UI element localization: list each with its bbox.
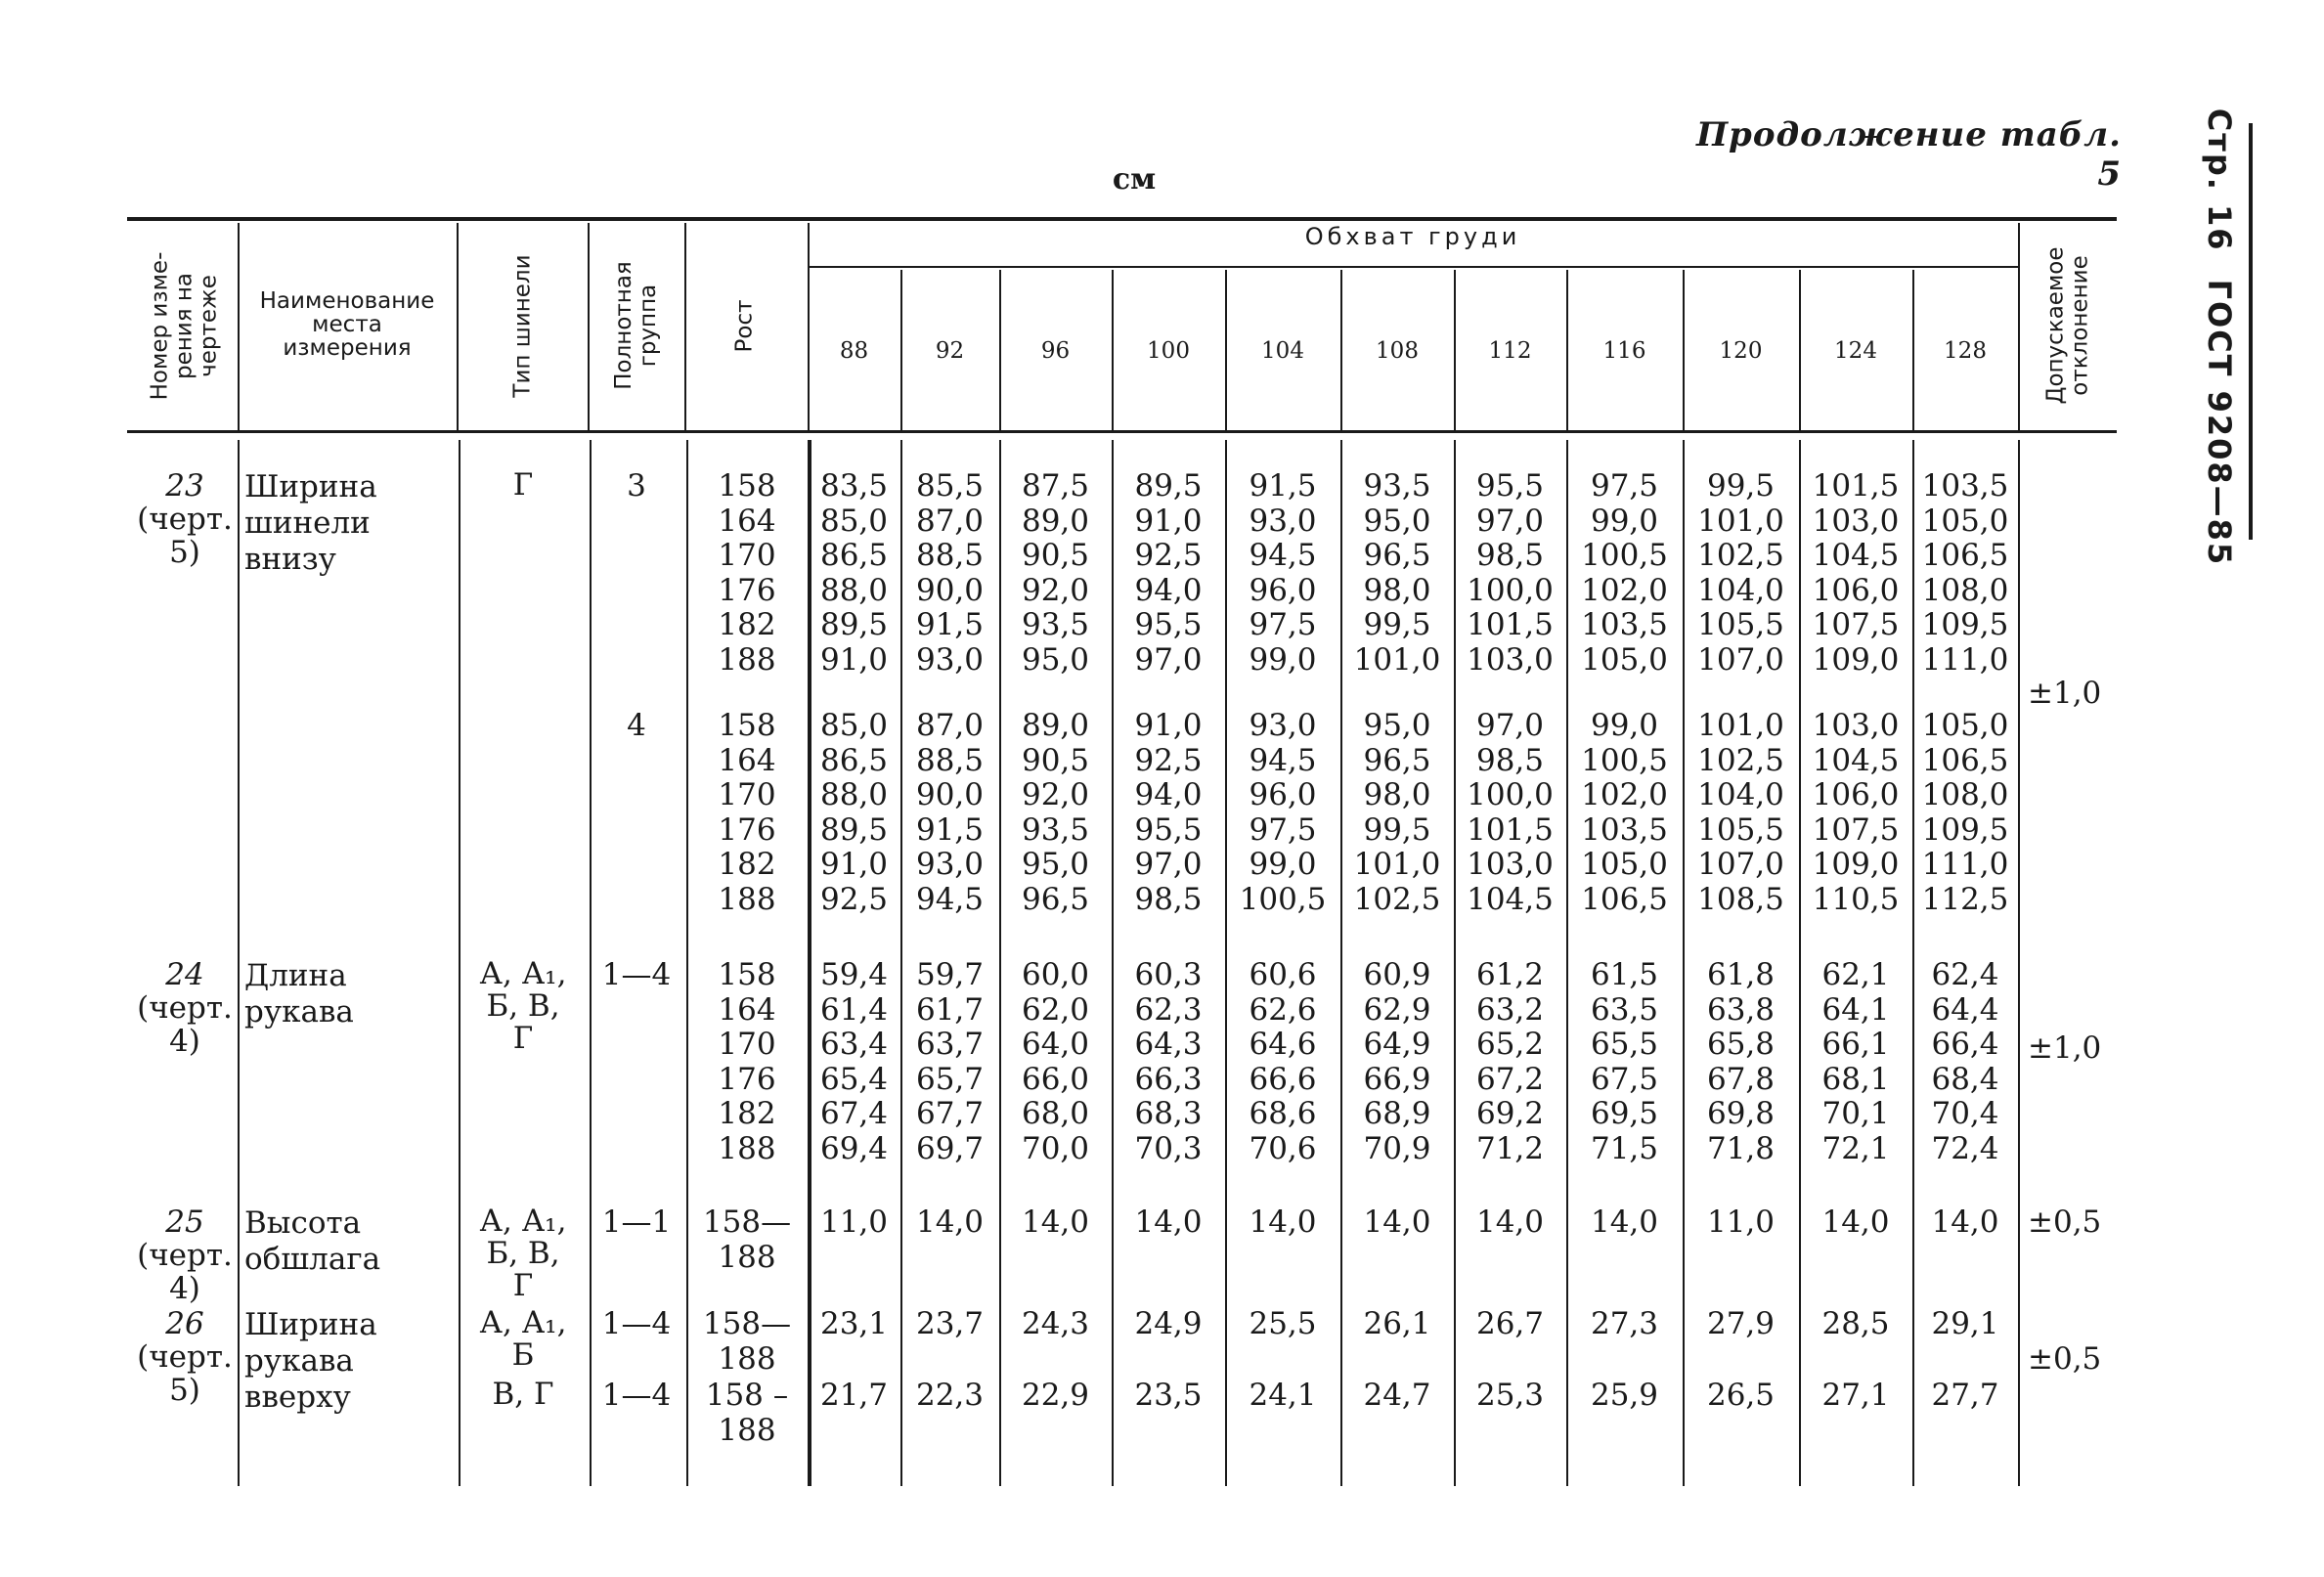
- header-number: Номер изме- рения на чертеже: [147, 251, 222, 400]
- size-value: 14,0: [1590, 1205, 1659, 1240]
- size-value: 95,5 97,0 98,5 100,0 101,5 103,0: [1467, 468, 1554, 678]
- header-chest-group: Обхват груди: [1304, 223, 1521, 250]
- size-value: 14,0: [1475, 1205, 1545, 1240]
- size-value: 25,5: [1249, 1306, 1317, 1341]
- size-value: 59,4 61,4 63,4 65,4 67,4 69,4: [819, 957, 889, 1166]
- size-value: 21,7: [819, 1378, 889, 1413]
- size-value: 60,0 62,0 64,0 66,0 68,0 70,0: [1021, 957, 1090, 1166]
- size-value: 99,0 100,5 102,0 103,5 105,0 106,5: [1581, 708, 1668, 917]
- size-value: 61,8 63,8 65,8 67,8 69,8 71,8: [1706, 957, 1776, 1166]
- fullness-group: 1—4: [601, 957, 672, 992]
- size-value: 24,7: [1363, 1378, 1431, 1413]
- height-values: 158 – 188: [705, 1378, 789, 1448]
- tolerance-value: ±1,0: [2028, 1030, 2102, 1066]
- overcoat-type: А, А₁, Б, В, Г: [479, 956, 567, 1056]
- size-value: 14,0: [1363, 1205, 1431, 1240]
- size-value: 85,0 86,5 88,0 89,5 91,0 92,5: [819, 708, 889, 917]
- header-size: 124: [1834, 338, 1877, 364]
- size-value: 101,0 102,5 104,0 105,5 107,0 108,5: [1697, 708, 1784, 917]
- column-rule-header: [1454, 270, 1456, 430]
- column-rule-header: [808, 223, 810, 430]
- overcoat-type: В, Г: [492, 1377, 554, 1412]
- header-bottom-rule: [127, 430, 2117, 433]
- header-size: 108: [1376, 338, 1419, 364]
- size-value: 28,5: [1821, 1306, 1890, 1341]
- size-value: 23,5: [1134, 1378, 1203, 1413]
- size-value: 24,9: [1134, 1306, 1203, 1341]
- size-value: 14,0: [915, 1205, 985, 1240]
- page-header-vertical: [2180, 108, 2258, 567]
- column-rule-header: [1225, 270, 1227, 430]
- measurement-name: Высота обшлага: [244, 1205, 381, 1277]
- measurement-number-value: 24: [165, 957, 204, 992]
- fullness-group: 1—4: [601, 1378, 672, 1413]
- column-rule-header: [1912, 270, 1914, 430]
- size-value: 14,0: [1134, 1205, 1203, 1240]
- size-value: 89,5 91,0 92,5 94,0 95,5 97,0: [1134, 468, 1203, 678]
- size-value: 22,3: [915, 1378, 985, 1413]
- size-value: 91,5 93,0 94,5 96,0 97,5 99,0: [1249, 468, 1317, 678]
- size-value: 105,0 106,5 108,0 109,5 111,0 112,5: [1921, 708, 2009, 917]
- size-value: 14,0: [1249, 1205, 1317, 1240]
- size-value: 101,5 103,0 104,5 106,0 107,5 109,0: [1812, 468, 1900, 678]
- column-rule-header: [1683, 270, 1685, 430]
- tolerance-value: ±0,5: [2028, 1205, 2102, 1240]
- size-value: 27,7: [1931, 1378, 1999, 1413]
- height-values: 158 164 170 176 182 188: [718, 708, 776, 917]
- size-value: 61,2 63,2 65,2 67,2 69,2 71,2: [1475, 957, 1545, 1166]
- size-value: 91,0 92,5 94,0 95,5 97,0 98,5: [1134, 708, 1203, 917]
- size-value: 23,7: [915, 1306, 985, 1341]
- size-value: 27,9: [1706, 1306, 1776, 1341]
- overcoat-type: А, А₁, Б: [479, 1305, 567, 1373]
- header-size: 120: [1719, 338, 1763, 364]
- size-value: 29,1: [1931, 1306, 1999, 1341]
- header-size: 100: [1147, 338, 1190, 364]
- measurement-number-value: 25: [165, 1205, 204, 1240]
- size-value: 24,3: [1021, 1306, 1090, 1341]
- header-size: 112: [1488, 338, 1532, 364]
- size-value: 60,9 62,9 64,9 66,9 68,9 70,9: [1363, 957, 1431, 1166]
- size-value: 87,5 89,0 90,5 92,0 93,5 95,0: [1021, 468, 1090, 678]
- size-value: 25,9: [1590, 1378, 1659, 1413]
- header-size: 96: [1040, 338, 1071, 364]
- column-rule-header: [588, 223, 590, 430]
- fullness-group: 3: [627, 468, 646, 504]
- height-values: 158 164 170 176 182 188: [718, 468, 776, 678]
- size-value: 24,1: [1249, 1378, 1317, 1413]
- drawing-reference: (черт. 5): [137, 502, 233, 570]
- size-value: 27,1: [1821, 1378, 1890, 1413]
- overcoat-type: А, А₁, Б, В, Г: [479, 1204, 567, 1303]
- header-height: Рост: [731, 299, 758, 352]
- fullness-group: 1—4: [601, 1306, 672, 1341]
- measurement-name: Длина рукава: [244, 958, 354, 1029]
- size-value: 97,0 98,5 100,0 101,5 103,0 104,5: [1467, 708, 1554, 917]
- size-value: 60,3 62,3 64,3 66,3 68,3 70,3: [1134, 957, 1203, 1166]
- header-size: 104: [1261, 338, 1304, 364]
- column-rule: [2018, 440, 2020, 1486]
- column-rule-header: [1566, 270, 1568, 430]
- size-value: 83,5 85,0 86,5 88,0 89,5 91,0: [819, 468, 889, 678]
- measurement-number: [127, 1205, 242, 1305]
- table-caption: Продолжение табл. 5: [1695, 115, 2122, 194]
- header-size: 92: [935, 338, 965, 364]
- header-size: 128: [1944, 338, 1987, 364]
- fullness-group: 1—1: [601, 1205, 672, 1240]
- measurement-name: Ширина рукава вверху: [244, 1307, 377, 1415]
- fullness-group: 4: [627, 708, 646, 743]
- column-rule-header: [238, 223, 240, 430]
- size-value: 26,5: [1706, 1378, 1776, 1413]
- document-code: ГОСТ 9208—85: [2201, 279, 2238, 567]
- chest-group-rule: [808, 266, 2018, 268]
- measurement-name: Ширина шинели внизу: [244, 469, 377, 577]
- column-rule-header: [900, 270, 902, 430]
- size-value: 85,5 87,0 88,5 90,0 91,5 93,0: [915, 468, 985, 678]
- column-rule-header: [1112, 270, 1114, 430]
- size-value: 23,1: [819, 1306, 889, 1341]
- size-value: 60,6 62,6 64,6 66,6 68,6 70,6: [1249, 957, 1317, 1166]
- measurement-number: [127, 1307, 242, 1407]
- size-value: 11,0: [819, 1205, 889, 1240]
- height-values: 158— 188: [702, 1205, 792, 1275]
- size-value: 93,5 95,0 96,5 98,0 99,5 101,0: [1353, 468, 1441, 678]
- size-value: 62,4 64,4 66,4 68,4 70,4 72,4: [1931, 957, 1999, 1166]
- size-value: 62,1 64,1 66,1 68,1 70,1 72,1: [1821, 957, 1890, 1166]
- size-value: 26,1: [1363, 1306, 1431, 1341]
- size-value: 97,5 99,0 100,5 102,0 103,5 105,0: [1581, 468, 1668, 678]
- page-number: Стр. 16: [2201, 108, 2238, 252]
- column-rule-header: [999, 270, 1001, 430]
- table-top-rule: [127, 217, 2117, 221]
- header-size: 116: [1602, 338, 1646, 364]
- side-rule: [2249, 123, 2253, 540]
- column-rule-header: [1799, 270, 1801, 430]
- drawing-reference: (черт. 5): [137, 1339, 233, 1408]
- header-tolerance: Допускаемое отклонение: [2043, 246, 2094, 405]
- header-name: Наименование места измерения: [259, 288, 435, 361]
- unit-label: см: [1112, 162, 1157, 197]
- height-values: 158 164 170 176 182 188: [718, 957, 776, 1166]
- column-rule-header: [684, 223, 686, 430]
- drawing-reference: (черт. 4): [137, 1238, 233, 1306]
- size-value: 25,3: [1475, 1378, 1545, 1413]
- size-value: 59,7 61,7 63,7 65,7 67,7 69,7: [915, 957, 985, 1166]
- tolerance-value: ±0,5: [2028, 1341, 2102, 1377]
- size-value: 14,0: [1931, 1205, 1999, 1240]
- header-type: Тип шинели: [509, 253, 536, 398]
- height-values: 158— 188: [702, 1306, 792, 1377]
- size-value: 11,0: [1706, 1205, 1776, 1240]
- size-value: 14,0: [1021, 1205, 1090, 1240]
- measurement-number-value: 23: [165, 468, 204, 504]
- measurement-number-value: 26: [165, 1306, 204, 1341]
- size-value: 61,5 63,5 65,5 67,5 69,5 71,5: [1590, 957, 1659, 1166]
- overcoat-type: Г: [512, 467, 534, 503]
- size-value: 93,0 94,5 96,0 97,5 99,0 100,5: [1239, 708, 1327, 917]
- size-value: 89,0 90,5 92,0 93,5 95,0 96,5: [1021, 708, 1090, 917]
- size-value: 26,7: [1475, 1306, 1545, 1341]
- size-value: 87,0 88,5 90,0 91,5 93,0 94,5: [915, 708, 985, 917]
- column-rule-header: [457, 223, 459, 430]
- size-value: 99,5 101,0 102,5 104,0 105,5 107,0: [1697, 468, 1784, 678]
- header-size: 88: [839, 338, 869, 364]
- drawing-reference: (черт. 4): [137, 990, 233, 1059]
- size-value: 103,0 104,5 106,0 107,5 109,0 110,5: [1812, 708, 1900, 917]
- header-fullness: Полнотная группа: [611, 261, 662, 390]
- size-value: 27,3: [1590, 1306, 1659, 1341]
- size-value: 103,5 105,0 106,5 108,0 109,5 111,0: [1921, 468, 2009, 678]
- measurement-number: [127, 958, 242, 1058]
- measurement-number: [127, 469, 242, 569]
- size-value: 14,0: [1821, 1205, 1890, 1240]
- column-rule-header: [2018, 223, 2020, 430]
- size-value: 95,0 96,5 98,0 99,5 101,0 102,5: [1353, 708, 1441, 917]
- column-rule-header: [1340, 270, 1342, 430]
- tolerance-value: ±1,0: [2028, 676, 2102, 711]
- size-value: 22,9: [1021, 1378, 1090, 1413]
